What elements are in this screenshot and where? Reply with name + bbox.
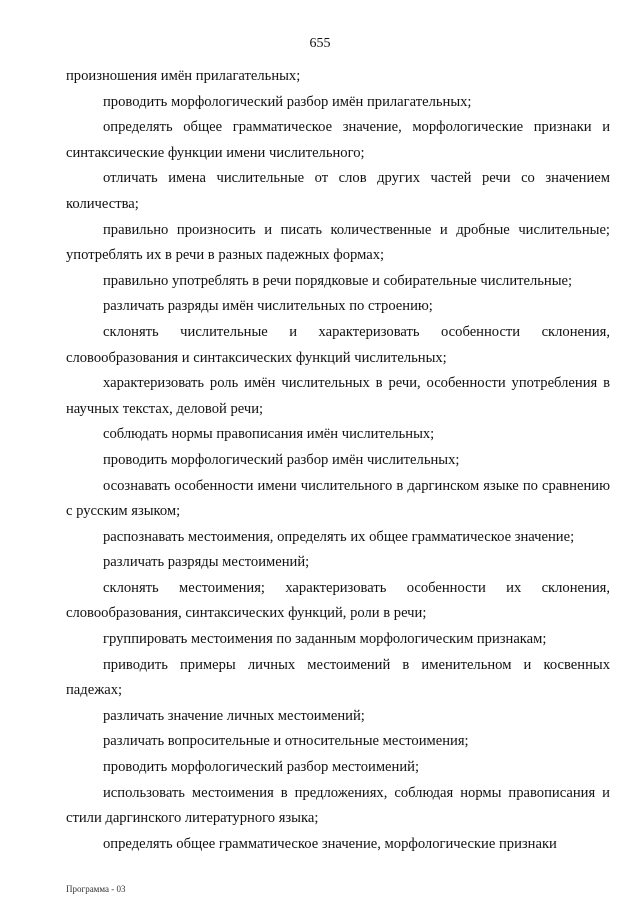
paragraph: группировать местоимения по заданным морфологическим признакам; (103, 631, 547, 648)
paragraph: приводить примеры личных местоимений в именительном и косвенных падежах; (66, 656, 610, 699)
paragraph: проводить морфологический разбор местоимений; (103, 759, 420, 776)
paragraph: распознавать местоимения, определять их общее грамматическое значение; (103, 528, 575, 545)
paragraph: характеризовать роль имён числительных в речи, особенности употребления в научных текстах, деловой речи; (66, 375, 610, 417)
paragraph: правильно употреблять в речи порядковые и собирательные числительные; (103, 272, 573, 289)
paragraph: соблюдать нормы правописания имён числительных; (103, 426, 435, 443)
paragraph: произношения имён прилагательных; (66, 68, 301, 84)
paragraph: различать разряды местоимений; (103, 554, 310, 571)
page-number: 655 (309, 36, 331, 51)
paragraph: различать значение личных местоимений; (103, 707, 365, 724)
footer-label: Программа - 03 (66, 884, 126, 894)
paragraph: определять общее грамматическое значение, морфологические признаки (103, 835, 557, 852)
document-body (66, 64, 610, 857)
paragraph: отличать имена числительные от слов других частей речи со значением количества; (66, 170, 610, 212)
paragraph: различать разряды имён числительных по строению; (103, 298, 433, 315)
paragraph: различать вопросительные и относительные местоимения; (103, 733, 469, 750)
paragraph: правильно произносить и писать количественные и дробные числительные; употреблять их в речи в разных падежных формах; (66, 221, 610, 264)
paragraph: определять общее грамматическое значение, морфологические признаки и синтаксические функции имени числительного; (66, 119, 610, 161)
paragraph: склонять местоимения; характеризовать особенности их склонения, словообразования, синтаксических функций, роли в речи; (66, 579, 610, 622)
paragraph: использовать местоимения в предложениях, соблюдая нормы правописания и стили даргинского литературного языка; (66, 784, 610, 827)
paragraph: проводить морфологический разбор имён прилагательных; (103, 93, 472, 110)
paragraph: осознавать особенности имени числительного в даргинском языке по сравнению с русским языком; (66, 477, 610, 520)
paragraph: склонять числительные и характеризовать особенности склонения, словообразования и синтаксических функций числительных; (66, 323, 610, 366)
paragraph: проводить морфологический разбор имён числительных; (103, 451, 460, 468)
